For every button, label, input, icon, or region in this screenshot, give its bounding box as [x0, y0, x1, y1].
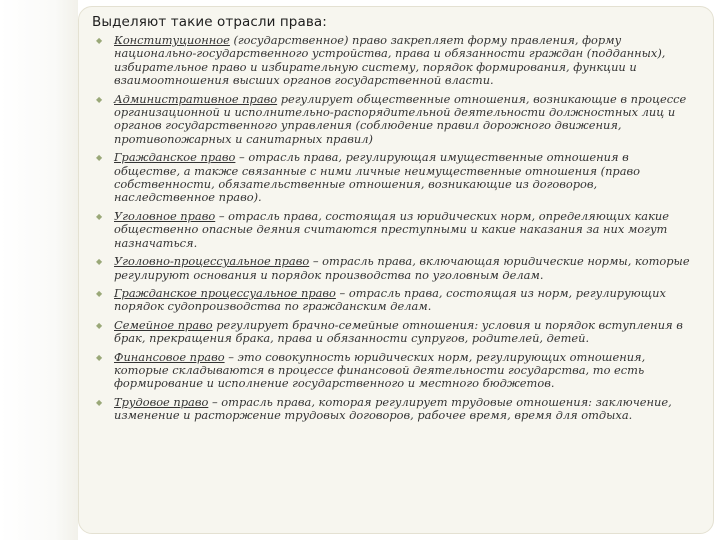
- list-item: [92, 351, 696, 391]
- list-item: [92, 210, 696, 250]
- list-item: [92, 319, 696, 346]
- branch-term: Гражданское процессуальное право: [114, 285, 336, 300]
- branch-term: Административное право: [114, 91, 278, 106]
- bullet-diamond-icon: ◆: [96, 397, 103, 407]
- branch-description: регулирует брачно-семейные отношения: условия и порядок вступления в брак, прекращения брака, права и обязанности супругов, родителей, детей.: [114, 317, 683, 346]
- branch-term: Уголовно-процессуальное право: [114, 254, 310, 269]
- list-item: [92, 93, 696, 147]
- branch-term: Гражданское право: [114, 150, 236, 165]
- branch-description: (государственное) право закрепляет форму правления, форму национально-государственного устройства, права и обязанности граждан (подданных), избирательное право и избирательную систему, порядок формирования, функции и взаимоотношения высших органов государственной власти.: [114, 33, 666, 88]
- branch-description: – отрасль права, которая регулирует трудовые отношения: заключение, изменение и расторжение трудовых договоров, рабочее время, время для отдыха.: [114, 394, 672, 423]
- bullet-diamond-icon: ◆: [96, 257, 103, 267]
- branch-description: – отрасль права, регулирующая имущественные отношения в обществе, а также связанные с ними личные неимущественные отношения (право собственности, обязательственные отношения, возникающие из договоров, наследственное право).: [114, 150, 640, 205]
- list-item: [92, 34, 696, 88]
- law-branches-list: [92, 34, 696, 423]
- slide-content: [92, 14, 696, 428]
- branch-term: Уголовное право: [114, 208, 216, 223]
- branch-description: – отрасль права, состоящая из юридических норм, определяющих какие общественно опасные деяния считаются преступными и какие наказания за них могут назначаться.: [114, 208, 669, 250]
- bullet-diamond-icon: ◆: [96, 211, 103, 221]
- slide-heading: Выделяют такие отрасли права:: [92, 14, 327, 30]
- bullet-diamond-icon: ◆: [96, 36, 103, 45]
- branch-description: – это совокупность юридических норм, регулирующих отношения, которые складываются в процессе финансовой деятельности государства, то есть формирование и исполнение государственного и местного бюджетов.: [114, 349, 646, 391]
- list-item: [92, 151, 696, 205]
- bullet-diamond-icon: ◆: [96, 94, 103, 104]
- branch-term: Конституционное: [114, 33, 230, 47]
- list-item: [92, 255, 696, 282]
- branch-term: Семейное право: [114, 317, 213, 332]
- bullet-diamond-icon: ◆: [96, 153, 103, 163]
- branch-description: – отрасль права, состоящая из норм, регулирующих порядок судопроизводства по гражданским делам.: [114, 285, 666, 314]
- branch-term: Финансовое право: [114, 349, 225, 364]
- bullet-diamond-icon: ◆: [96, 288, 103, 298]
- branch-term: Трудовое право: [114, 394, 209, 409]
- bullet-diamond-icon: ◆: [96, 320, 103, 330]
- branch-description: регулирует общественные отношения, возникающие в процессе организационной и исполнительно-распорядительной деятельности должностных лиц и органов государственного управления (соблюдение правил дорожного движения, противопожарных и санитарных правил): [114, 91, 687, 146]
- left-edge-shading: [0, 0, 78, 540]
- list-item: [92, 396, 696, 423]
- list-item: [92, 287, 696, 314]
- bullet-diamond-icon: ◆: [96, 352, 103, 362]
- branch-description: – отрасль права, включающая юридические нормы, которые регулируют основания и порядок производства по уголовным делам.: [114, 254, 690, 282]
